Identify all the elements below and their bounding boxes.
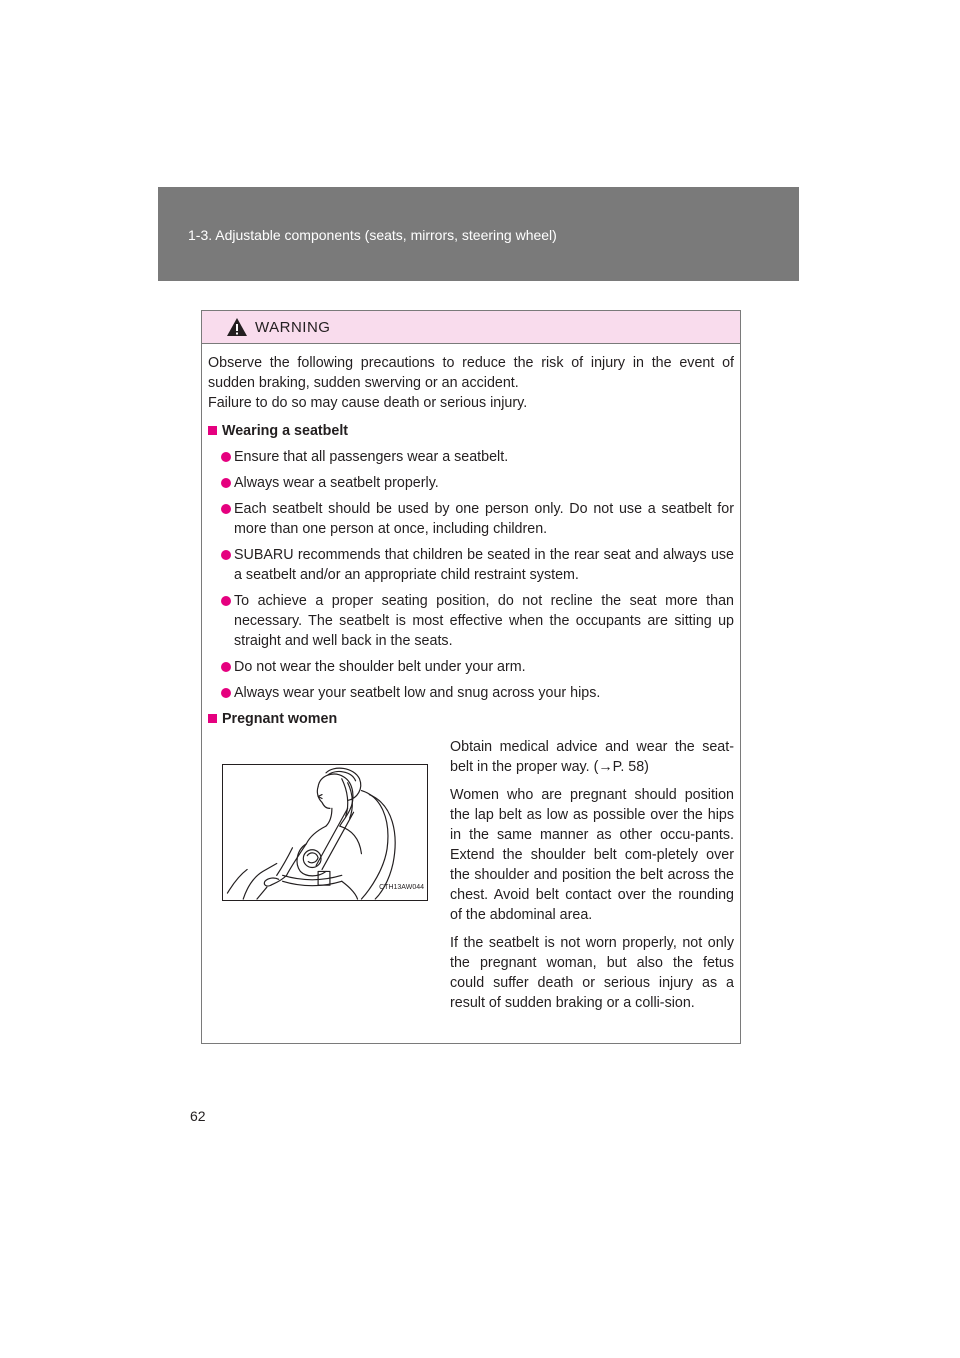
- list-item: [208, 499, 734, 539]
- intro-paragraph: Observe the following precautions to reduce the risk of injury in the event of sudden braking, sudden swerving or an accident.: [208, 355, 734, 391]
- section-heading-pregnant: [208, 709, 734, 729]
- pregnant-section: [208, 737, 734, 1013]
- circle-bullet-icon: [221, 452, 231, 462]
- warning-box: [201, 310, 741, 1044]
- page-number: 62: [190, 1108, 206, 1124]
- circle-bullet-icon: [221, 478, 231, 488]
- warning-title: WARNING: [255, 319, 331, 336]
- list-item-text: Ensure that all passengers wear a seatbelt.: [234, 449, 509, 465]
- list-item-text: SUBARU recommends that children be seated in the rear seat and always use a seatbelt and/or an appropriate child restraint system.: [234, 547, 734, 583]
- circle-bullet-icon: [221, 596, 231, 606]
- pregnant-paragraph: If the seatbelt is not worn properly, not only the pregnant woman, but also the fetus could suffer death or serious injury as a result of sudden braking or a colli-sion.: [450, 935, 734, 1011]
- section-heading-seatbelt: [208, 421, 734, 441]
- list-item: [208, 683, 734, 703]
- pregnant-text: [450, 737, 734, 1013]
- list-item-text: To achieve a proper seating position, do not recline the seat more than necessary. The seatbelt is most effective when the occupants are sitting up straight and well back in the seats.: [234, 593, 734, 649]
- circle-bullet-icon: [221, 550, 231, 560]
- figure-code: CTH13AW044: [379, 884, 424, 891]
- section-title: 1-3. Adjustable components (seats, mirrors, steering wheel): [188, 227, 557, 243]
- list-item: [208, 657, 734, 677]
- warning-intro: [208, 353, 734, 413]
- list-item-text: Always wear a seatbelt properly.: [234, 475, 439, 491]
- list-item-text: Do not wear the shoulder belt under your arm.: [234, 659, 526, 675]
- circle-bullet-icon: [221, 662, 231, 672]
- section-heading-text: Wearing a seatbelt: [222, 423, 349, 439]
- list-item: [208, 473, 734, 493]
- list-item: [208, 591, 734, 651]
- list-item-text: Each seatbelt should be used by one person only. Do not use a seatbelt for more than one person at once, including children.: [234, 501, 734, 537]
- warning-body: [202, 344, 740, 1013]
- circle-bullet-icon: [221, 504, 231, 514]
- intro-paragraph: Failure to do so may cause death or serious injury.: [208, 395, 528, 411]
- warning-triangle-icon: [226, 317, 248, 337]
- pregnant-paragraph: Women who are pregnant should position the lap belt as low as possible over the hips in the same manner as other occu-pants. Extend the shoulder belt com-pletely over the shoulder and position the belt across the chest. Avoid belt contact over the rounding of the abdominal area.: [450, 787, 734, 923]
- warning-header: [202, 311, 740, 344]
- section-heading-text: Pregnant women: [222, 711, 338, 727]
- seatbelt-bullet-list: [208, 447, 734, 703]
- list-item-text: Always wear your seatbelt low and snug across your hips.: [234, 685, 601, 701]
- square-bullet-icon: [208, 426, 217, 435]
- section-header-band: [158, 187, 799, 281]
- circle-bullet-icon: [221, 688, 231, 698]
- pregnant-paragraph: Obtain medical advice and wear the seat-belt in the proper way. (→P. 58): [450, 739, 734, 775]
- list-item: [208, 545, 734, 585]
- square-bullet-icon: [208, 714, 217, 723]
- pregnant-seatbelt-illustration: [222, 764, 428, 901]
- list-item: [208, 447, 734, 467]
